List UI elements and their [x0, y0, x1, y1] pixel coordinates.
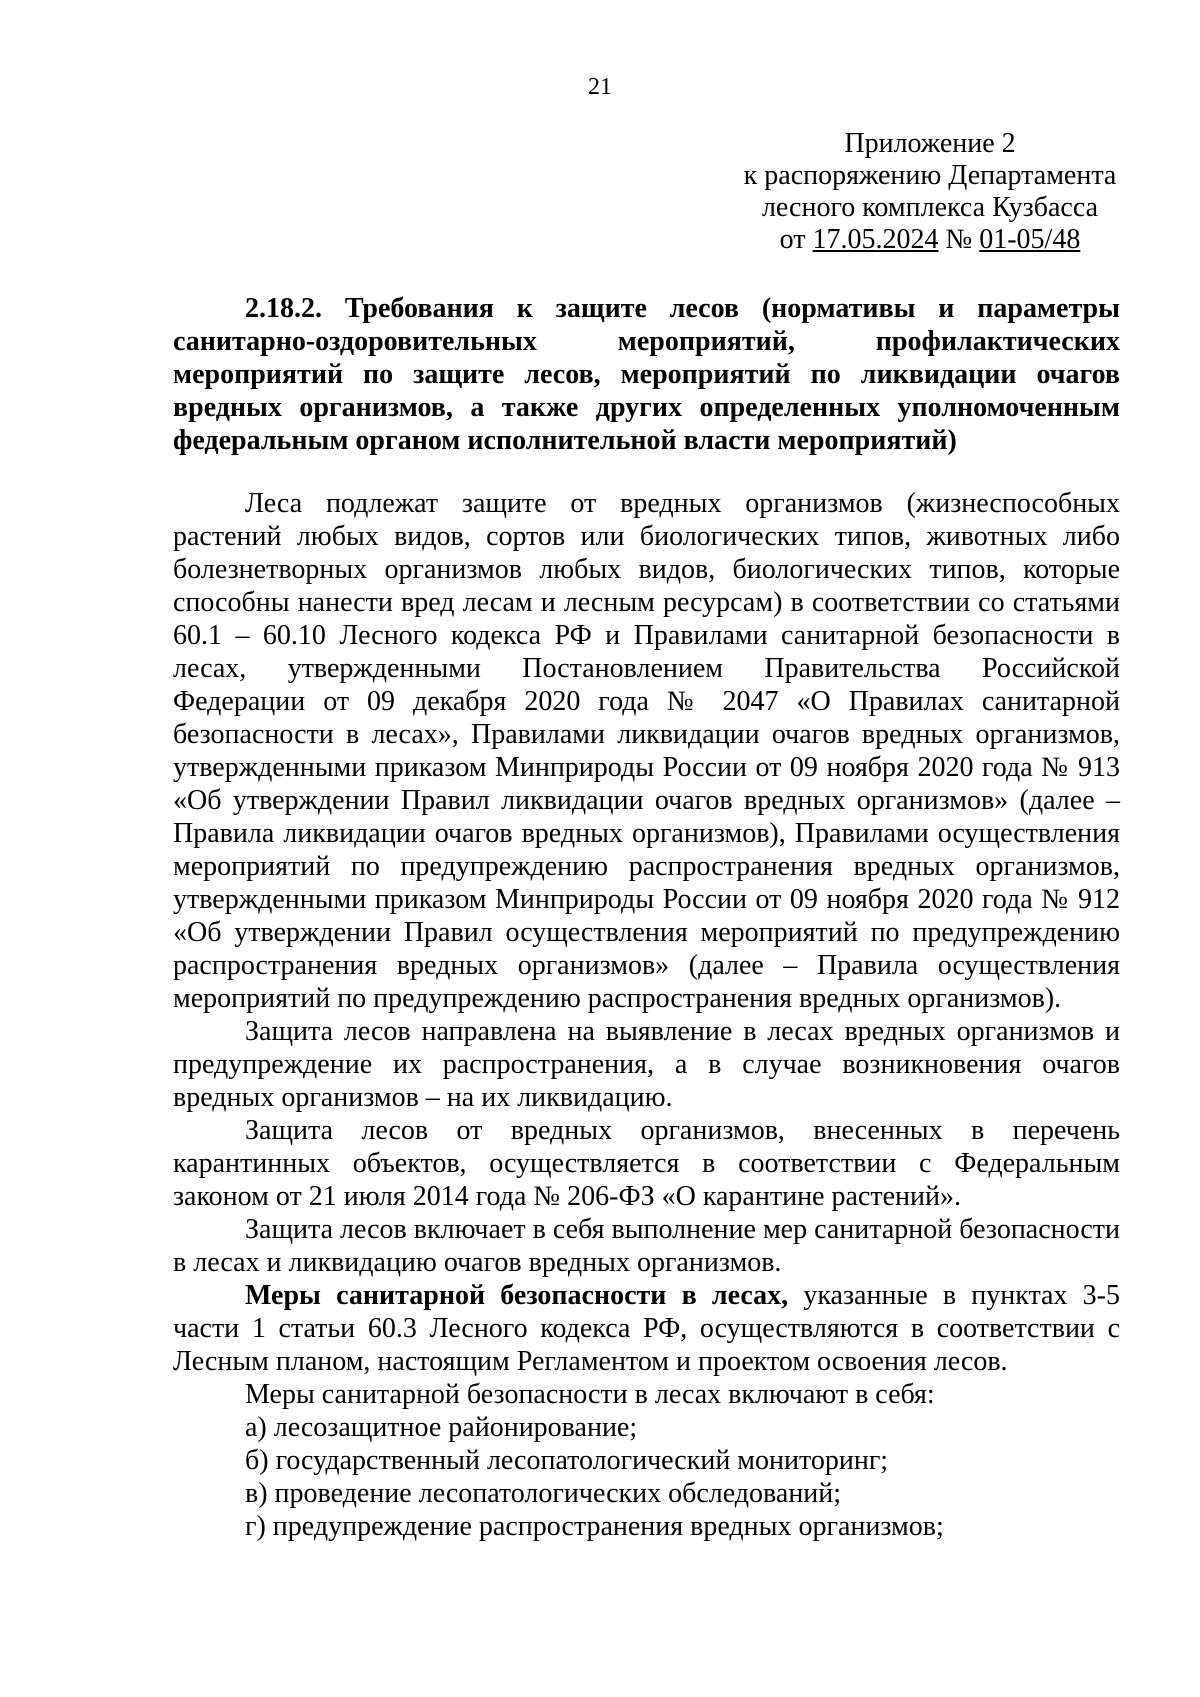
heading-line: федеральным органом исполнительной власти мероприятий) [173, 425, 957, 456]
paragraph-quarantine: Защита лесов от вредных организмов, внесенных в перечень карантинных объектов, осуществляется в соответствии с Федеральным законом от 21 июля 2014 года № 206-ФЗ «О карантине растений». [173, 1115, 1120, 1212]
sanitary-measures-bold: Меры санитарной безопасности в лесах, [245, 1280, 789, 1311]
sanitary-measures-text: указанные в пунктах 3-5 части 1 статьи 60.3 Лесного кодекса РФ, осуществляются в соответствии с Лесным планом, настоящим Регламентом и проектом освоения лесов. [173, 1280, 1120, 1377]
appendix-doc-number: 01-05/48 [979, 224, 1081, 255]
heading-line: 2.18.2. Требования к защите лесов (нормативы и параметры [245, 293, 1120, 324]
appendix-order-line: к распоряжению Департамента [743, 160, 1117, 191]
heading-line: мероприятий по защите лесов, мероприятий по ликвидации очагов [173, 359, 1120, 390]
document-body [173, 487, 1120, 1543]
paragraph-measures-include: Меры санитарной безопасности в лесах включают в себя: [245, 1379, 935, 1410]
heading-line: вредных организмов, а также других определенных уполномоченным [173, 392, 1120, 423]
list-item: г) предупреждение распространения вредных организмов; [245, 1511, 944, 1542]
appendix-date-prefix: от [779, 224, 813, 255]
appendix-date: 17.05.2024 [812, 224, 939, 255]
list-item: а) лесозащитное районирование; [245, 1412, 638, 1443]
appendix-block [715, 128, 1145, 256]
paragraph-protection-purpose: Защита лесов направлена на выявление в лесах вредных организмов и предупреждение их распространения, а в случае возникновения очагов вредных организмов – на их ликвидацию. [173, 1016, 1120, 1113]
list-item: б) государственный лесопатологический мониторинг; [245, 1445, 889, 1476]
heading-line: санитарно-оздоровительных мероприятий, профилактических [173, 326, 1120, 357]
appendix-date-line [715, 224, 1145, 256]
page-number: 21 [588, 74, 612, 100]
paragraph-sanitary-measures [173, 1279, 1120, 1378]
appendix-department-line: лесного комплекса Кузбасса [761, 192, 1099, 223]
appendix-title: Приложение 2 [844, 128, 1016, 159]
paragraph-protection-includes: Защита лесов включает в себя выполнение мер санитарной безопасности в лесах и ликвидацию очагов вредных организмов. [173, 1214, 1120, 1278]
appendix-number-sign: № [938, 224, 980, 255]
section-heading [173, 292, 1120, 457]
paragraph-forest-protection-rules: Леса подлежат защите от вредных организмов (жизнеспособных растений любых видов, сортов или биологических типов, животных либо болезнетворных организмов любых видов, биологических типов, которые способны нанести вред лесам и лесным ресурсам) в соответствии со статьями 60.1 – 60.10 Лесного кодекса РФ и Правилами санитарной безопасности в лесах, утвержденными Постановлением Правительства Российской Федерации от 09 декабря 2020 года № 2047 «О Правилах санитарной безопасности в лесах», Правилами ликвидации очагов вредных организмов, утвержденными приказом Минприроды России от 09 ноября 2020 года № 913 «Об утверждении Правил ликвидации очагов вредных организмов» (далее – Правила ликвидации очагов вредных организмов), Правилами осуществления мероприятий по предупреждению распространения вредных организмов, утвержденными приказом Минприроды России от 09 ноября 2020 года № 912 «Об утверждении Правил осуществления мероприятий по предупреждению распространения вредных организмов» (далее – Правила осуществления мероприятий по предупреждению распространения вредных организмов). [173, 488, 1120, 1014]
list-item: в) проведение лесопатологических обследований; [245, 1478, 842, 1509]
